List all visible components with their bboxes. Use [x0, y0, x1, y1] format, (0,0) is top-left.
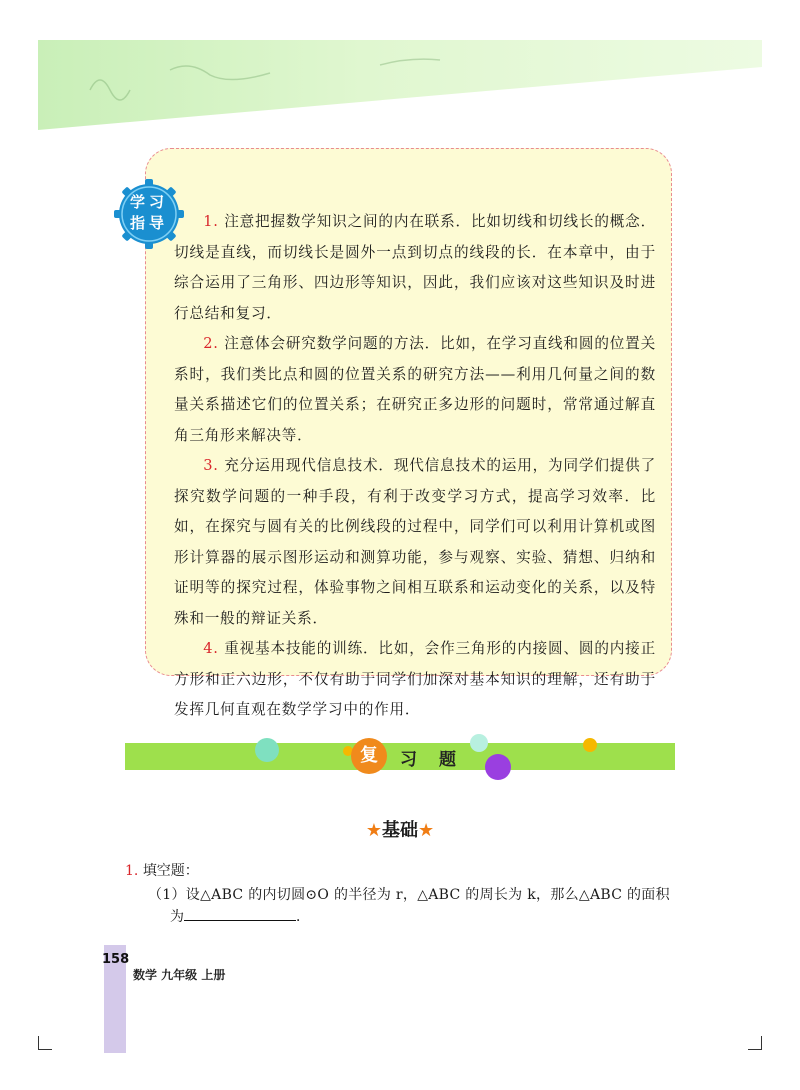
- question-title: 填空题：: [142, 863, 199, 879]
- guide-item-text: 充分运用现代信息技术．现代信息技术的运用，为同学们提供了探究数学问题的一种手段，有利于改变学习方式，提高学习效率．比如，在探究与圆有关的比例线段的过程中，同学们可以利用计算机或图形计算器的展示图形运动和测算功能，参与观察、实验、猜想、归纳和证明等的探究过程，体验事物之间相互联系和运动变化的关系，以及特殊和一般的辩证关系．: [174, 457, 656, 627]
- answer-blank[interactable]: [184, 906, 296, 921]
- guide-item-text: 注意把握数学知识之间的内在联系．比如切线和切线长的概念．切线是直线，而切线长是圆外一点到切点的线段的长．在本章中，由于综合运用了三角形、四边形等知识，因此，我们应该对这些知识及时进行总结和复习．: [174, 213, 656, 322]
- star-icon: ★: [418, 820, 435, 841]
- review-title-rest: 习题: [400, 750, 478, 770]
- decor-dot: [583, 738, 597, 752]
- study-guide-text: [174, 207, 656, 726]
- section-label: 基础: [382, 820, 418, 841]
- guide-item-number: 1.: [203, 213, 219, 230]
- guide-item-number: 3.: [203, 457, 219, 474]
- question-1-part-1: （1）设△ABC 的内切圆⊙O 的半径为 r，△ABC 的周长为 k，那么△ABC 的面积: [148, 887, 670, 903]
- badge-line-2: 指导: [129, 214, 168, 232]
- crop-mark: [38, 1049, 52, 1050]
- answer-prefix: 为: [170, 909, 184, 925]
- review-title-first-char: 复: [351, 738, 387, 774]
- crop-mark: [761, 1036, 762, 1050]
- star-icon: ★: [365, 820, 382, 841]
- crop-mark: [38, 1036, 39, 1050]
- guide-item: [174, 329, 656, 451]
- guide-item-text: 重视基本技能的训练．比如，会作三角形的内接圆、圆的内接正方形和正六边形，不仅有助于同学们加深对基本知识的理解，还有助于发挥几何直观在数学学习中的作用．: [174, 640, 656, 718]
- guide-item: [174, 207, 656, 329]
- section-heading-basic: [0, 816, 800, 842]
- guide-item: [174, 634, 656, 726]
- answer-end: ．: [296, 909, 310, 925]
- question-1-part-1-cont: [170, 906, 310, 926]
- guide-item-number: 2.: [203, 335, 219, 352]
- guide-item: [174, 451, 656, 634]
- book-title: 数学 九年级 上册: [133, 968, 226, 982]
- badge-line-1: 学习: [129, 193, 168, 211]
- guide-item-number: 4.: [203, 640, 219, 657]
- question-number: 1.: [125, 863, 139, 879]
- page-number: 158: [102, 952, 130, 967]
- decor-dot: [485, 754, 511, 780]
- decor-dot: [255, 738, 279, 762]
- crop-mark: [748, 1049, 762, 1050]
- header-decoration: [80, 50, 480, 110]
- question-1-title: [125, 860, 199, 880]
- guide-item-text: 注意体会研究数学问题的方法．比如，在学习直线和圆的位置关系时，我们类比点和圆的位置关系的研究方法——利用几何量之间的数量关系描述它们的位置关系；在研究正多边形的问题时，常常通过解直角三角形来解决等．: [174, 335, 656, 444]
